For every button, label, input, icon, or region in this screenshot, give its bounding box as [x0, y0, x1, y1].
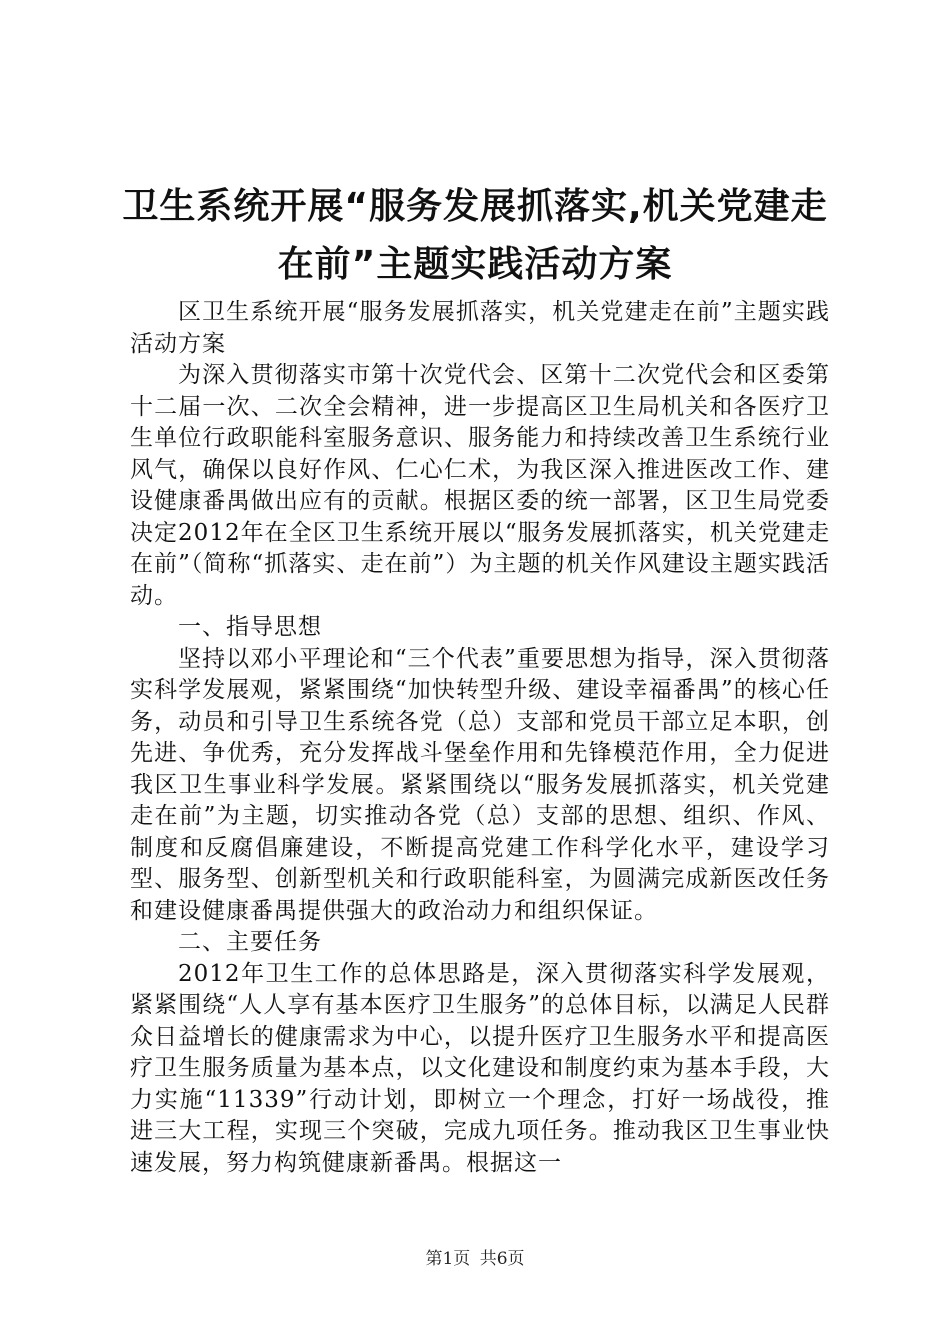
title-line-1: 卫生系统开展“服务发展抓落实,机关党建走 [122, 186, 828, 227]
title-line-2: 在前”主题实践活动方案 [277, 244, 673, 285]
page-number: 第1页 [425, 1249, 471, 1269]
section-heading-guiding-ideology: 一、指导思想 [178, 614, 322, 640]
document-title [100, 178, 850, 294]
intro-paragraph: 为深入贯彻落实市第十次党代会、区第十二次党代会和区委第十二届一次、二次全会精神，进一步提高区卫生局机关和各医疗卫生单位行政职能科室服务意识、服务能力和持续改善卫生系统行业风气，确保以良好作风、仁心仁术，为我区深入推进医改工作、建设健康番禺做出应有的贡献。根据区委的统一部署，区卫生局党委决定2012年在全区卫生系统开展以“服务发展抓落实，机关党建走在前”（简称“抓落实、走在前”）为主题的机关作风建设主题实践活动。 [130, 362, 830, 609]
page-footer [0, 1244, 950, 1269]
subtitle-paragraph: 区卫生系统开展“服务发展抓落实，机关党建走在前”主题实践活动方案 [130, 299, 830, 357]
page-total: 共6页 [479, 1249, 525, 1269]
main-tasks-paragraph: 2012年卫生工作的总体思路是，深入贯彻落实科学发展观，紧紧围绕“人人享有基本医疗卫生服务”的总体目标，以满足人民群众日益增长的健康需求为中心，以提升医疗卫生服务水平和提高医疗卫生服务质量为基本点，以文化建设和制度约束为基本手段，大力实施“11339”行动计划，即树立一个理念，打好一场战役，推进三大工程，实现三个突破，完成九项任务。推动我区卫生事业快速发展，努力构筑健康新番禺。根据这一 [130, 960, 830, 1176]
document-body [130, 297, 830, 1179]
guiding-ideology-paragraph: 坚持以邓小平理论和“三个代表”重要思想为指导，深入贯彻落实科学发展观，紧紧围绕“加快转型升级、建设幸福番禺”的核心任务，动员和引导卫生系统各党（总）支部和党员干部立足本职，创先进、争优秀，充分发挥战斗堡垒作用和先锋模范作用，全力促进我区卫生事业科学发展。紧紧围绕以“服务发展抓落实，机关党建走在前”为主题，切实推动各党（总）支部的思想、组织、作风、制度和反腐倡廉建设，不断提高党建工作科学化水平，建设学习型、服务型、创新型机关和行政职能科室，为圆满完成新医改任务和建设健康番禺提供强大的政治动力和组织保证。 [130, 645, 830, 924]
section-heading-main-tasks: 二、主要任务 [178, 929, 322, 955]
